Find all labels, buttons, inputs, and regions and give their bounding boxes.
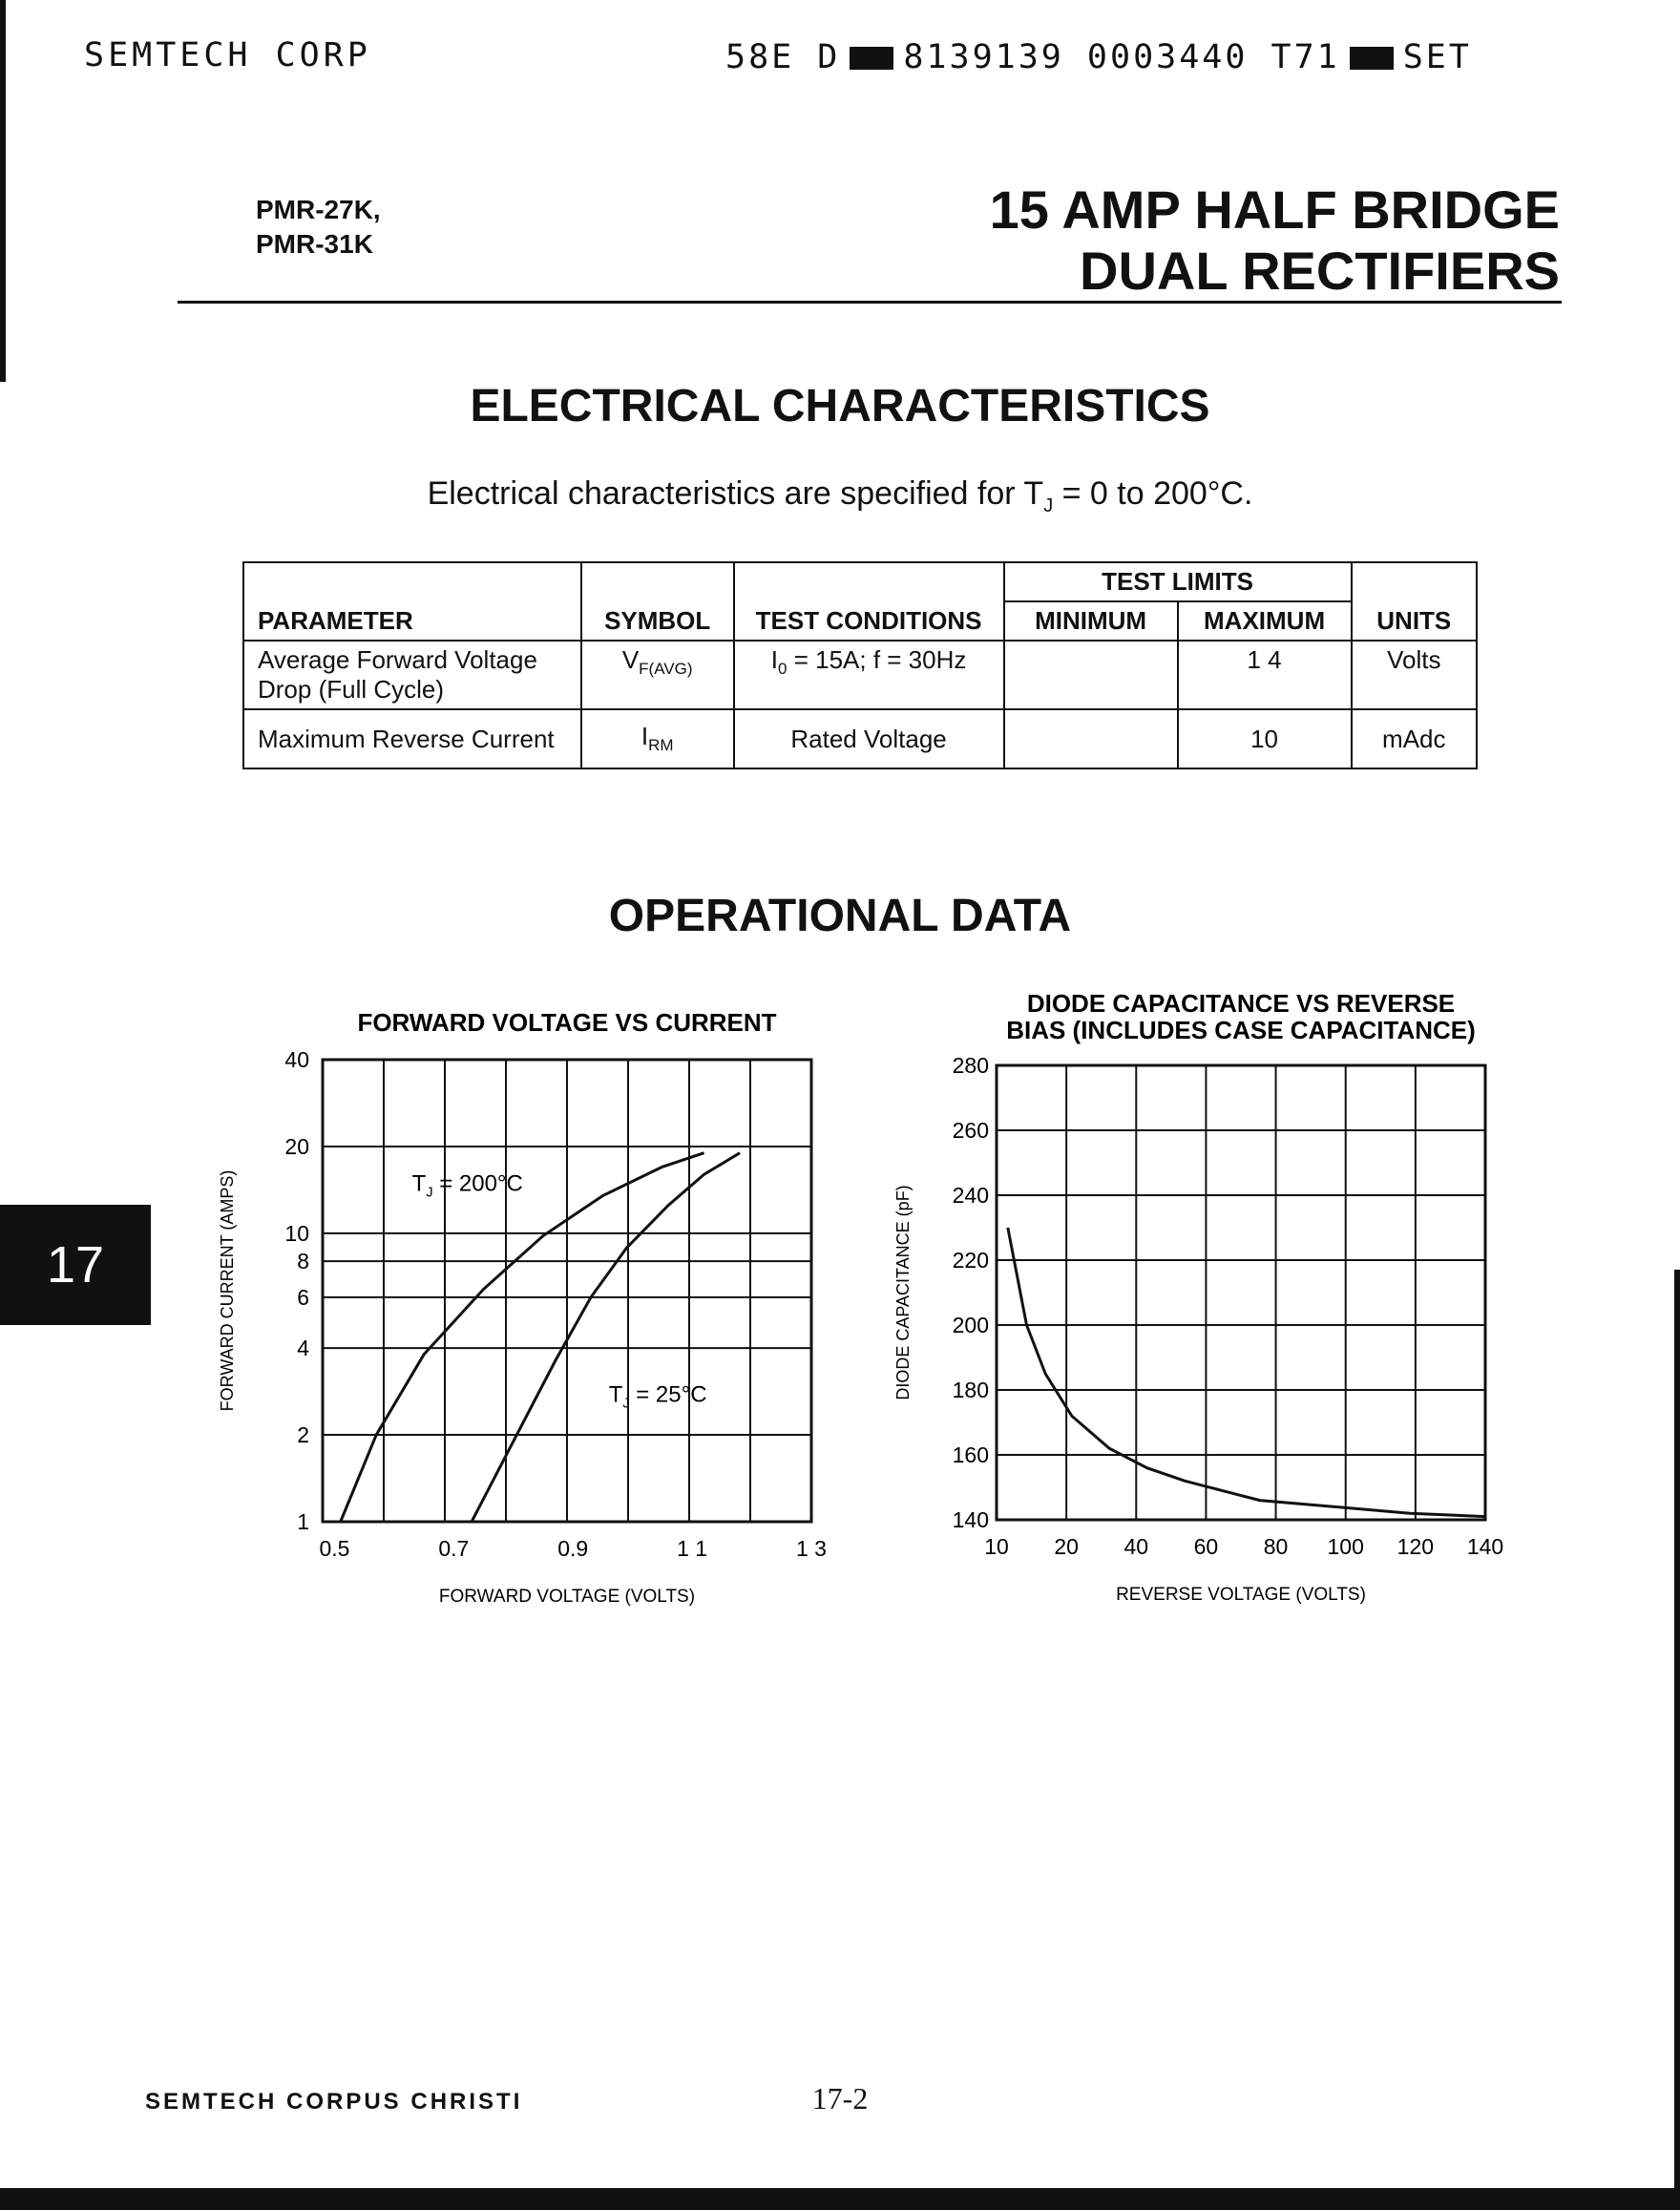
x-tick-label: 10 bbox=[984, 1534, 1009, 1559]
y-tick-label: 4 bbox=[297, 1336, 309, 1361]
cond-main: I bbox=[770, 645, 779, 674]
cell-parameter: Maximum Reverse Current bbox=[243, 709, 581, 768]
table-row bbox=[243, 709, 1477, 768]
y-tick-label: 8 bbox=[297, 1249, 309, 1274]
series-label-200c bbox=[412, 1171, 523, 1201]
table-row bbox=[243, 641, 1477, 709]
page-number: 17-2 bbox=[811, 2081, 869, 2115]
cond-rest: = 15A; f = 30Hz bbox=[787, 645, 967, 674]
electrical-table bbox=[242, 561, 1478, 769]
x-tick-label: 120 bbox=[1396, 1534, 1435, 1559]
capacitance-chart bbox=[840, 974, 1680, 1623]
forward-voltage-chart bbox=[0, 993, 840, 1623]
header-code-suffix: SET bbox=[1402, 38, 1472, 76]
x-tick-label: 0.7 bbox=[438, 1536, 470, 1561]
series-label-25c bbox=[609, 1382, 707, 1412]
symbol-main: V bbox=[621, 645, 640, 674]
section-tab: 17 bbox=[0, 1205, 151, 1325]
electrical-note bbox=[0, 475, 1680, 517]
title-rule bbox=[178, 301, 1562, 304]
note-suffix: = 0 to 200°C. bbox=[1053, 475, 1253, 512]
y-tick-label: 6 bbox=[297, 1284, 309, 1310]
table-header-row bbox=[243, 562, 1477, 601]
electrical-heading: ELECTRICAL CHARACTERISTICS bbox=[470, 381, 1210, 431]
series-line bbox=[1008, 1228, 1485, 1517]
series-line bbox=[341, 1153, 704, 1522]
cond-sub: 0 bbox=[778, 660, 788, 679]
plot-frame bbox=[997, 1065, 1485, 1520]
y-tick-label: 1 bbox=[297, 1509, 309, 1534]
cell-symbol bbox=[581, 641, 734, 709]
cell-maximum: 10 bbox=[1178, 709, 1352, 768]
cell-conditions bbox=[734, 709, 1004, 768]
part-numbers bbox=[256, 193, 381, 262]
note-prefix: Electrical characteristics are specified for T bbox=[427, 475, 1044, 512]
cond-main: Rated Voltage bbox=[790, 724, 947, 753]
cell-symbol bbox=[581, 709, 734, 768]
cell-minimum bbox=[1004, 641, 1178, 709]
y-tick-label: 200 bbox=[952, 1313, 989, 1337]
series-label-25c-rest: = 25°C bbox=[629, 1381, 707, 1408]
cell-parameter: Average Forward Voltage Drop (Full Cycle) bbox=[243, 641, 581, 709]
header-code-prefix: 58E D bbox=[725, 38, 841, 76]
symbol-main: I bbox=[640, 722, 649, 751]
header-code-main: 8139139 0003440 T71 bbox=[903, 38, 1340, 76]
col-parameter: PARAMETER bbox=[243, 562, 581, 641]
title-line: DUAL RECTIFIERS bbox=[1080, 241, 1560, 301]
cell-minimum bbox=[1004, 709, 1178, 768]
footer-company: SEMTECH CORPUS CHRISTI bbox=[145, 2089, 523, 2115]
chart-title-line: BIAS (INCLUDES CASE CAPACITANCE) bbox=[1006, 1016, 1476, 1044]
title-line: 15 AMP HALF BRIDGE bbox=[989, 179, 1560, 240]
black-block bbox=[1350, 47, 1394, 70]
x-tick-label: 1 1 bbox=[677, 1536, 708, 1561]
note-sub: J bbox=[1043, 495, 1054, 516]
x-tick-label: 100 bbox=[1327, 1534, 1364, 1559]
col-conditions: TEST CONDITIONS bbox=[734, 562, 1004, 641]
col-symbol: SYMBOL bbox=[581, 562, 734, 641]
page-title bbox=[990, 179, 1560, 302]
cell-maximum: 1 4 bbox=[1178, 641, 1352, 709]
x-tick-label: 20 bbox=[1054, 1534, 1079, 1559]
x-tick-label: 0.5 bbox=[319, 1536, 350, 1561]
y-tick-label: 180 bbox=[952, 1378, 989, 1402]
cell-units: mAdc bbox=[1352, 709, 1477, 768]
y-tick-label: 220 bbox=[952, 1248, 989, 1273]
col-minimum: MINIMUM bbox=[1004, 601, 1178, 641]
header-company: SEMTECH CORP bbox=[84, 36, 371, 74]
y-tick-label: 280 bbox=[952, 1053, 989, 1078]
x-tick-label: 40 bbox=[1124, 1534, 1149, 1559]
y-tick-label: 40 bbox=[284, 1047, 309, 1072]
col-test-limits: TEST LIMITS bbox=[1004, 562, 1352, 601]
header-code bbox=[725, 38, 1472, 76]
y-tick-label: 260 bbox=[952, 1118, 989, 1143]
series-label-200c-rest: = 200°C bbox=[432, 1170, 523, 1197]
scan-edge-bottom bbox=[0, 2188, 1680, 2210]
y-tick-label: 2 bbox=[297, 1422, 309, 1448]
y-axis-label: DIODE CAPACITANCE (pF) bbox=[893, 1185, 913, 1400]
y-tick-label: 140 bbox=[952, 1507, 989, 1532]
x-tick-label: 140 bbox=[1466, 1534, 1504, 1559]
col-maximum: MAXIMUM bbox=[1178, 601, 1352, 641]
x-tick-label: 80 bbox=[1263, 1534, 1289, 1559]
scan-edge-left bbox=[0, 0, 6, 382]
series-label-200c-sub: J bbox=[426, 1185, 433, 1201]
x-axis-label: FORWARD VOLTAGE (VOLTS) bbox=[438, 1587, 696, 1607]
col-units: UNITS bbox=[1352, 562, 1477, 641]
cell-conditions bbox=[734, 641, 1004, 709]
part-number: PMR-31K bbox=[256, 229, 373, 259]
y-tick-label: 10 bbox=[284, 1220, 309, 1246]
y-tick-label: 20 bbox=[284, 1133, 309, 1159]
symbol-sub: F(AVG) bbox=[639, 660, 693, 679]
x-tick-label: 1 3 bbox=[796, 1536, 827, 1561]
y-axis-label: FORWARD CURRENT (AMPS) bbox=[218, 1169, 237, 1412]
operational-heading: OPERATIONAL DATA bbox=[608, 891, 1072, 941]
black-block bbox=[850, 47, 893, 70]
chart-title: FORWARD VOLTAGE VS CURRENT bbox=[357, 1008, 777, 1037]
series-label-200c-main: T bbox=[411, 1170, 427, 1197]
part-number: PMR-27K, bbox=[256, 195, 381, 224]
series-label-25c-sub: J bbox=[622, 1396, 630, 1412]
x-tick-label: 60 bbox=[1193, 1534, 1219, 1559]
series-label-25c-main: T bbox=[608, 1381, 623, 1408]
symbol-sub: RM bbox=[648, 736, 674, 755]
x-tick-label: 0.9 bbox=[557, 1536, 589, 1561]
y-tick-label: 240 bbox=[952, 1183, 989, 1208]
chart-title-line: DIODE CAPACITANCE VS REVERSE bbox=[1026, 989, 1456, 1018]
y-tick-label: 160 bbox=[952, 1442, 989, 1467]
cell-units: Volts bbox=[1352, 641, 1477, 709]
x-axis-label: REVERSE VOLTAGE (VOLTS) bbox=[1116, 1585, 1366, 1605]
series-line bbox=[472, 1153, 740, 1522]
